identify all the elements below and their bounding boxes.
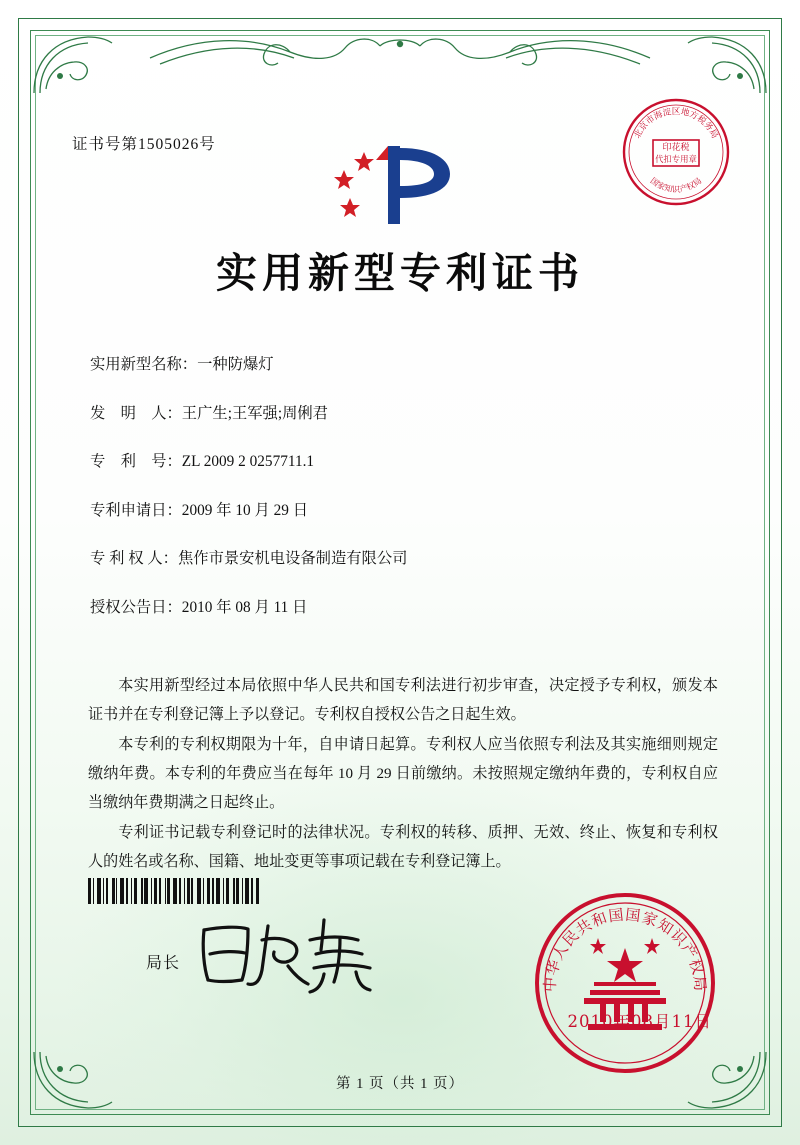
field-row-inventors xyxy=(90,401,710,423)
field-row-grant-announcement-date xyxy=(90,595,710,617)
field-value: 2010 年 08 月 11 日 xyxy=(181,598,308,616)
certificate-fields xyxy=(90,352,710,643)
tax-stamp-seal xyxy=(620,96,732,208)
director-signature xyxy=(190,910,390,996)
sipo-logo-icon xyxy=(330,140,462,228)
field-value: 王广生;王军强;周俐君 xyxy=(181,404,328,422)
svg-text:北京市海淀区地方税务局: 北京市海淀区地方税务局 xyxy=(632,107,720,141)
svg-text:国家知识产权局: 国家知识产权局 xyxy=(648,175,704,194)
body-paragraph-3: 专利证书记载专利登记时的法律状况。专利权的转移、质押、无效、终止、恢复和专利权人的姓名或名称、国籍、地址变更等事项记载在专利登记簿上。 xyxy=(88,825,718,870)
svg-text:代扣专用章: 代扣专用章 xyxy=(655,154,697,164)
national-seal xyxy=(532,890,718,1076)
body-paragraph-1: 本实用新型经过本局依照中华人民共和国专利法进行初步审查，决定授予专利权，颁发本证书并在专利登记簿上予以登记。专利权自授权公告之日起生效。 xyxy=(88,678,718,723)
field-row-patentee xyxy=(90,546,710,568)
barcode xyxy=(88,878,344,904)
field-row-application-date xyxy=(90,498,710,520)
certificate-number: 证书号第1505026号 xyxy=(72,136,216,153)
certificate-body-text xyxy=(88,672,718,878)
field-label: 实用新型名称： xyxy=(90,356,198,373)
field-label: 专利申请日： xyxy=(90,501,182,519)
field-label: 专 利 权 人： xyxy=(90,550,178,567)
corner-ornament-top-right xyxy=(678,31,770,97)
top-flourish-ornament xyxy=(140,28,660,72)
field-value: 一种防爆灯 xyxy=(197,356,274,373)
field-label: 发 明 人： xyxy=(90,404,182,422)
field-row-patent-number xyxy=(90,449,710,471)
director-label: 局长 xyxy=(146,955,181,972)
page-footer: 第 1 页（共 1 页） xyxy=(336,1076,464,1092)
corner-ornament-top-left xyxy=(30,31,122,97)
seal-date: 2010年08月11日 xyxy=(567,1012,712,1031)
body-paragraph-2: 本专利的专利权期限为十年，自申请日起算。专利权人应当依照专利法及其实施细则规定缴纳年费。本专利的年费应当在每年 10 月 29 日前缴纳。未按照规定缴纳年费的，专利权自应当缴纳年费期满之日起终止。 xyxy=(88,737,718,811)
svg-text:印花税: 印花税 xyxy=(662,143,690,153)
field-value: ZL 2009 2 0257711.1 xyxy=(181,453,315,470)
field-value: 2009 年 10 月 29 日 xyxy=(181,501,308,519)
field-row-utility-model-name xyxy=(90,352,710,374)
field-value: 焦作市景安机电设备制造有限公司 xyxy=(177,550,408,567)
svg-text:中华人民共和国国家知识产权局: 中华人民共和国国家知识产权局 xyxy=(540,905,710,993)
field-label: 专 利 号： xyxy=(90,453,182,470)
field-label: 授权公告日： xyxy=(90,598,182,616)
page-title: 实用新型专利证书 xyxy=(216,249,584,297)
